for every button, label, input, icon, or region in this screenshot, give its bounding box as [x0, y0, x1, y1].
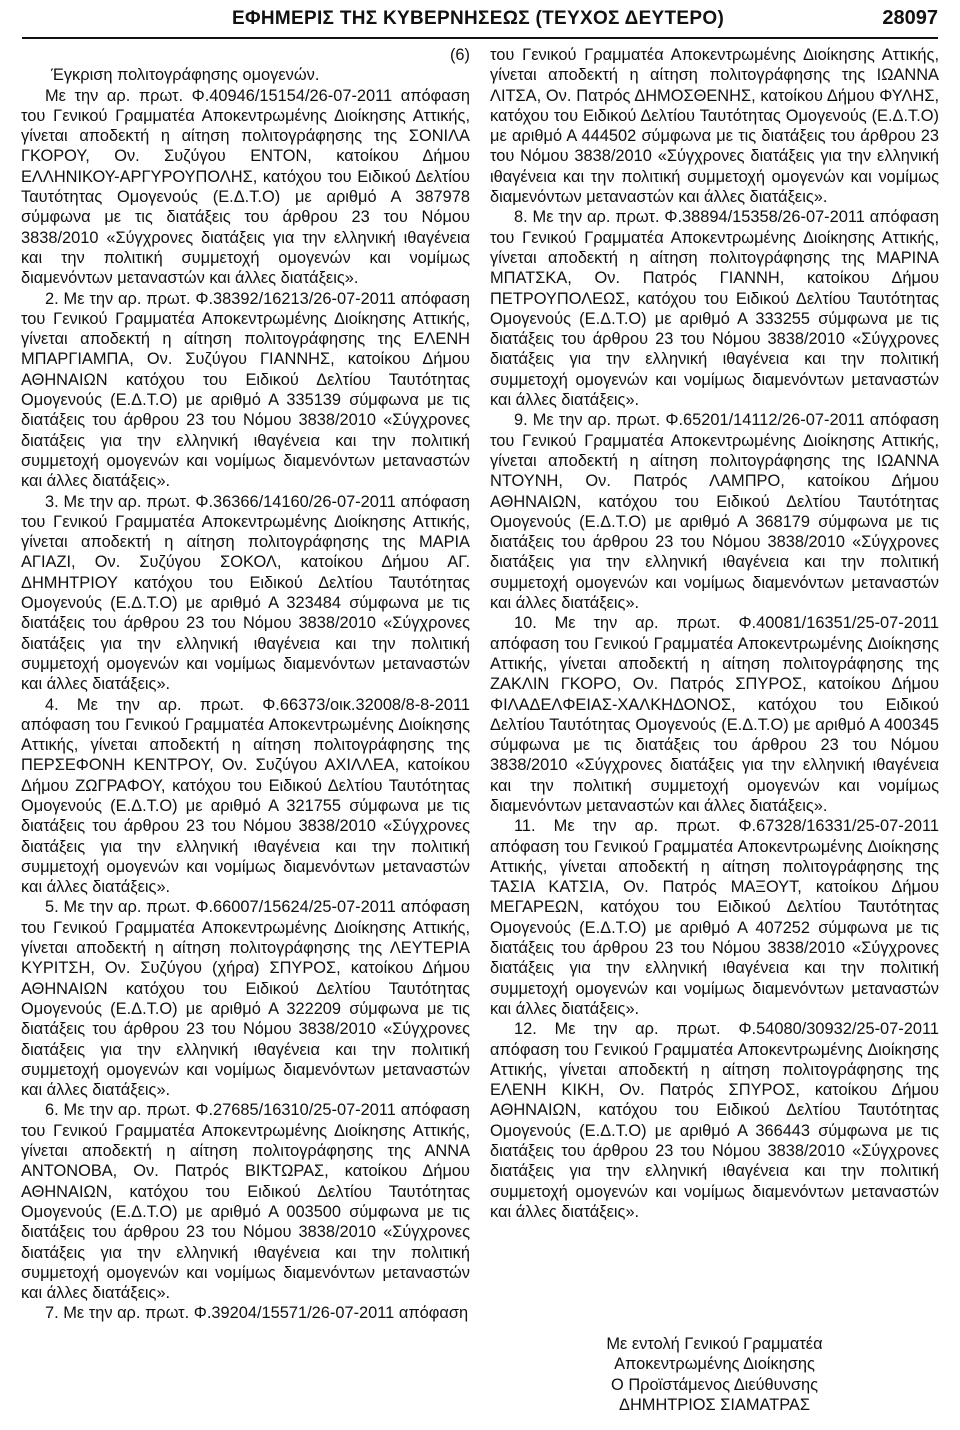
decision-paragraph: 12. Με την αρ. πρωτ. Φ.54080/30932/25-07-2011 απόφαση του Γενικού Γραμματέα Αποκεντρωμένης Διοίκησης Αττικής, γίνεται αποδεκτή η αίτηση πολιτογράφησης της ΕΛΕΝΗ ΚΙΚΗ, Ον. Πατρός ΣΠΥΡΟΣ, κατοίκου Δήμου ΑΘΗΝΑΙΩΝ, κατόχου του Ειδικού Δελτίου Ταυτότητας Ομογενούς (Ε.Δ.Τ.Ο) με αριθμό Α 366443 σύμφωνα με τις διατάξεις του άρθρου 23 του Νόμου 3838/2010 «Σύγχρονες διατάξεις για την ελληνική ιθαγένεια και την πολιτική συμμετοχή ομογενών και νομίμως διαμενόντων μεταναστών και άλλες διατάξεις». — [490, 1020, 939, 1221]
decision-paragraph: Με την αρ. πρωτ. Φ.40946/15154/26-07-2011 απόφαση του Γενικού Γραμματέα Αποκεντρωμένης Διοίκησης Αττικής, γίνεται αποδεκτή η αίτηση πολιτογράφησης της ΣΟΝΙΛΑ ΓΚΟΡΟΥ, Ον. Συζύγου ΕΝΤΟΝ, κατοίκου Δήμου ΕΛΛΗΝΙΚΟΥ-ΑΡΓΥΡΟΥΠΟΛΗΣ, κατόχου του Ειδικού Δελτίου Ταυτότητας Ομογενούς (Ε.Δ.Τ.Ο) με αριθμό Α 387978 σύμφωνα με τις διατάξεις του άρθρου 23 του Νόμου 3838/2010 «Σύγχρονες διατάξεις για την ελληνική ιθαγένεια και την πολιτική συμμετοχή ομογενών και νομίμως διαμενόντων μεταναστών και άλλες διατάξεις». — [21, 86, 470, 288]
decision-paragraph: 9. Με την αρ. πρωτ. Φ.65201/14112/26-07-2011 απόφαση του Γενικού Γραμματέα Αποκεντρωμένης Διοίκησης Αττικής, γίνεται αποδεκτή η αίτηση πολιτογράφησης της ΙΩΑΝΝΑ ΝΤΟΥΝΗ, Ον. Πατρός ΛΑΜΠΡΟ, κατοίκου Δήμου ΑΘΗΝΑΙΩΝ, κατόχου του Ειδικού Δελτίου Ταυτότητας Ομογενούς (Ε.Δ.Τ.Ο) με αριθμό Α 368179 σύμφωνα με τις διατάξεις του άρθρου 23 του Νόμου 3838/2010 «Σύγχρονες διατάξεις για την ελληνική ιθαγένεια και την πολιτική συμμετοχή ομογενών και νομίμως διαμενόντων μεταναστών και άλλες διατάξεις». — [490, 411, 939, 613]
gazette-title: ΕΦΗΜΕΡΙΣ ΤΗΣ ΚΥΒΕΡΝΗΣΕΩΣ (ΤΕΥΧΟΣ ΔΕΥΤΕΡΟ) — [232, 8, 725, 29]
decision-paragraph: 7. Με την αρ. πρωτ. Φ.39204/15571/26-07-2011 απόφαση — [45, 1304, 469, 1323]
signature-block — [490, 1334, 939, 1415]
decision-paragraph: 11. Με την αρ. πρωτ. Φ.67328/16331/25-07-2011 απόφαση του Γενικού Γραμματέα Αποκεντρωμένης Διοίκησης Αττικής, γίνεται αποδεκτή η αίτηση πολιτογράφησης της ΤΑΣΙΑ ΚΑΤΣΙΑ, Ον. Πατρός ΜΑΞΟΥΤ, κατοίκου Δήμου ΜΕΓΑΡΕΩΝ, κατόχου του Ειδικού Δελτίου Ταυτότητας Ομογενούς (Ε.Δ.Τ.Ο) με αριθμό Α 407252 σύμφωνα με τις διατάξεις του άρθρου 23 του Νόμου 3838/2010 «Σύγχρονες διατάξεις για την ελληνική ιθαγένεια και την πολιτική συμμετοχή ομογενών και νομίμως διαμενόντων μεταναστών και άλλες διατάξεις». — [490, 817, 939, 1018]
decision-paragraph: 4. Με την αρ. πρωτ. Φ.66373/οικ.32008/8-8-2011 απόφαση του Γενικού Γραμματέα Αποκεντρωμένης Διοίκησης Αττικής, γίνεται αποδεκτή η αίτηση πολιτογράφησης της ΠΕΡΣΕΦΟΝΗ ΚΕΝΤΡΟΥ, Ον. Συζύγου ΑΧΙΛΛΕΑ, κατοίκου Δήμου ΖΩΓΡΑΦΟΥ, κατόχου του Ειδικού Δελτίου Ταυτότητας Ομογενούς (Ε.Δ.Τ.Ο) με αριθμό Α 321755 σύμφωνα με τις διατάξεις του άρθρου 23 του Νόμου 3838/2010 «Σύγχρονες διατάξεις για την ελληνική ιθαγένεια και την πολιτική συμμετοχή ομογενών και νομίμως διαμενόντων μεταναστών και άλλες διατάξεις». — [21, 695, 470, 897]
decision-paragraph: 6. Με την αρ. πρωτ. Φ.27685/16310/25-07-2011 απόφαση του Γενικού Γραμματέα Αποκεντρωμένης Διοίκησης Αττικής, γίνεται αποδεκτή η αίτηση πολιτογράφησης της ΑΝΝΑ ΑΝΤΟΝΟΒΑ, Ον. Πατρός ΒΙΚΤΩΡΑΣ, κατοίκου Δήμου ΑΘΗΝΑΙΩΝ, κατόχου του Ειδικού Δελτίου Ταυτότητας Ομογενούς (Ε.Δ.Τ.Ο) με αριθμό Α 003500 σύμφωνα με τις διατάξεις του άρθρου 23 του Νόμου 3838/2010 «Σύγχρονες διατάξεις για την ελληνική ιθαγένεια και την πολιτική συμμετοχή ομογενών και νομίμως διαμενόντων μεταναστών και άλλες διατάξεις». — [21, 1101, 470, 1303]
decision-paragraph: 8. Με την αρ. πρωτ. Φ.38894/15358/26-07-2011 απόφαση του Γενικού Γραμματέα Αποκεντρωμένης Διοίκησης Αττικής, γίνεται αποδεκτή η αίτηση πολιτογράφησης της ΜΑΡΙΝΑ ΜΠΑΤΣΚΑ, Ον. Πατρός ΓΙΑΝΝΗ, κατοίκου Δήμου ΠΕΤΡΟΥΠΟΛΕΩΣ, κατόχου του Ειδικού Δελτίου Ταυτότητας Ομογενούς (Ε.Δ.Τ.Ο) με αριθμό Α 333255 σύμφωνα με τις διατάξεις του άρθρου 23 του Νόμου 3838/2010 «Σύγχρονες διατάξεις για την ελληνική ιθαγένεια και την πολιτική συμμετοχή ομογενών και νομίμως διαμενόντων μεταναστών και άλλες διατάξεις». — [490, 208, 939, 410]
decision-paragraph: 5. Με την αρ. πρωτ. Φ.66007/15624/25-07-2011 απόφαση του Γενικού Γραμματέα Αποκεντρωμένης Διοίκησης Αττικής, γίνεται αποδεκτή η αίτηση πολιτογράφησης της ΛΕΥΤΕΡΙΑ ΚΥΡΙΤΣΗ, Ον. Συζύγου (χήρα) ΣΠΥΡΟΣ, κατοίκου Δήμου ΑΘΗΝΑΙΩΝ κατόχου του Ειδικού Δελτίου Ταυτότητας Ομογενούς (Ε.Δ.Τ.Ο) με αριθμό Α 322209 σύμφωνα με τις διατάξεις του άρθρου 23 του Νόμου 3838/2010 «Σύγχρονες διατάξεις για την ελληνική ιθαγένεια και την πολιτική συμμετοχή ομογενών και νομίμως διαμενόντων μεταναστών και άλλες διατάξεις». — [21, 898, 470, 1100]
signature-line: Ο Προϊστάμενος Διεύθυνσης — [611, 1375, 818, 1394]
signature-line: Με εντολή Γενικού Γραμματέα — [606, 1335, 823, 1353]
page-header — [0, 0, 960, 42]
decision-paragraph: 2. Με την αρ. πρωτ. Φ.38392/16213/26-07-2011 απόφαση του Γενικού Γραμματέα Αποκεντρωμένης Διοίκησης Αττικής, γίνεται αποδεκτή η αίτηση πολιτογράφησης της ΕΛΕΝΗ ΜΠΑΡΓΙΑΜΠΑ, Ον. Συζύγου ΓΙΑΝΝΗΣ, κατοίκου Δήμου ΑΘΗΝΑΙΩΝ κατόχου του Ειδικού Δελτίου Ταυτότητας Ομογενούς (Ε.Δ.Τ.Ο) με αριθμό Α 335139 σύμφωνα με τις διατάξεις του άρθρου 23 του Νόμου 3838/2010 «Σύγχρονες διατάξεις για την ελληνική ιθαγένεια και την πολιτική συμμετοχή ομογενών και νομίμως διαμενόντων μεταναστών και άλλες διατάξεις». — [21, 289, 470, 491]
decision-paragraph-continued: του Γενικού Γραμματέα Αποκεντρωμένης Διοίκησης Αττικής, γίνεται αποδεκτή η αίτηση πολιτογράφησης της ΙΩΑΝΝΑ ΛΙΤΣΑ, Ον. Πατρός ΔΗΜΟΣΘΕΝΗΣ, κατοίκου Δήμου ΦΥΛΗΣ, κατόχου του Ειδικού Δελτίου Ταυτότητας Ομογενούς (Ε.Δ.Τ.Ο) με αριθμό Α 444502 σύμφωνα με τις διατάξεις του άρθρου 23 του Νόμου 3838/2010 «Σύγχρονες διατάξεις για την ελληνική ιθαγένεια και την πολιτική συμμετοχή ομογενών και νομίμως διαμενόντων μεταναστών και άλλες διατάξεις». — [490, 46, 939, 207]
decision-paragraph: 3. Με την αρ. πρωτ. Φ.36366/14160/26-07-2011 απόφαση του Γενικού Γραμματέα Αποκεντρωμένης Διοίκησης Αττικής, γίνεται αποδεκτή η αίτηση πολιτογράφησης της ΜΑΡΙΑ ΑΓΙΑΖΙ, Ον. Συζύγου ΣΟΚΟΛ, κατοίκου Δήμου ΑΓ. ΔΗΜΗΤΡΙΟΥ κατόχου του Ειδικού Δελτίου Ταυτότητας Ομογενούς (Ε.Δ.Τ.Ο) με αριθμό Α 323484 σύμφωνα με τις διατάξεις του άρθρου 23 του Νόμου 3838/2010 «Σύγχρονες διατάξεις για την ελληνική ιθαγένεια και την πολιτική συμμετοχή ομογενών και νομίμως διαμενόντων μεταναστών και άλλες διατάξεις». — [21, 492, 470, 694]
page-number: 28097 — [882, 7, 938, 29]
decision-paragraph: 10. Με την αρ. πρωτ. Φ.40081/16351/25-07-2011 απόφαση του Γενικού Γραμματέα Αποκεντρωμένης Διοίκησης Αττικής, γίνεται αποδεκτή η αίτηση πολιτογράφησης της ΖΑΚΛΙΝ ΓΚΟΡΟ, Ον. Πατρός ΣΠΥΡΟΣ, κατοίκου Δήμου ΦΙΛΑΔΕΛΦΕΙΑΣ-ΧΑΛΚΗΔΟΝΟΣ, κατόχου του Ειδικού Δελτίου Ταυτότητας Ομογενούς (Ε.Δ.Τ.Ο) με αριθμό Α 400345 σύμφωνα με τις διατάξεις του άρθρου 23 του Νόμου 3838/2010 «Σύγχρονες διατάξεις για την ελληνική ιθαγένεια και την πολιτική συμμετοχή ομογενών και νομίμως διαμενόντων μεταναστών και άλλες διατάξεις». — [490, 614, 939, 815]
signatory-name: ΔΗΜΗΤΡΙΟΣ ΣΙΑΜΑΤΡΑΣ — [619, 1395, 810, 1414]
right-column — [490, 45, 939, 1222]
header-divider — [22, 37, 938, 39]
section-number: (6) — [449, 46, 470, 64]
section-title: Έγκριση πολιτογράφησης ομογενών. — [51, 66, 320, 85]
left-column — [21, 45, 470, 1324]
signature-line: Αποκεντρωμένης Διοίκησης — [614, 1355, 815, 1374]
